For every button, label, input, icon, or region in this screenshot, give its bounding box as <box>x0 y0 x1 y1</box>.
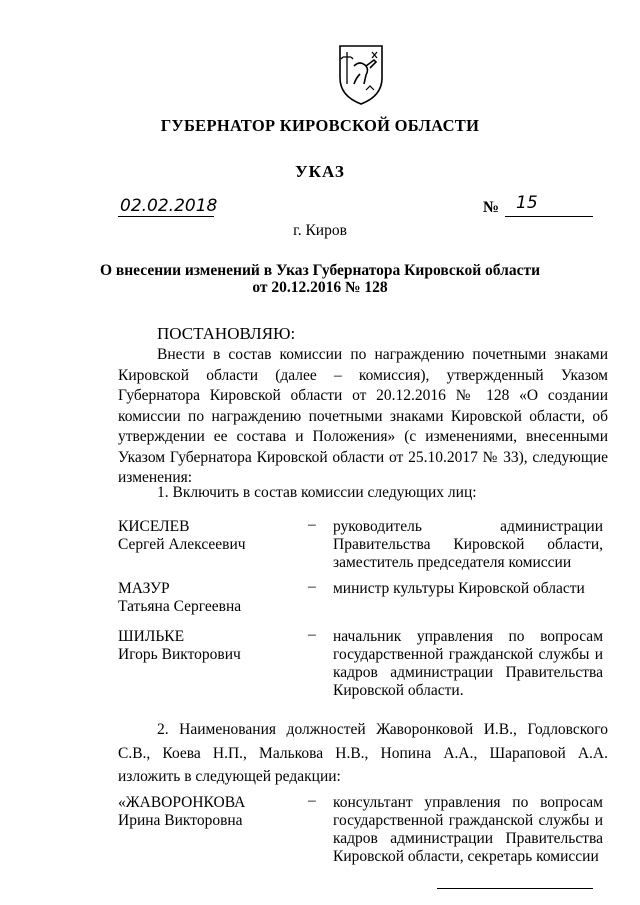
member-given-name: Татьяна Сергеевна <box>118 598 242 615</box>
member-dash: – <box>308 578 316 595</box>
member-role: начальник управления по вопросам государственной гражданской службы и кадров администрации Правительства Кировской области. <box>333 628 603 699</box>
member-surname: «ЖАВОРОНКОВА <box>118 794 246 811</box>
item-2: 2. Наименования должностей Жаворонковой И.В., Годловского С.В., Коева Н.П., Малькова Н.В., Нопина А.А., Шараповой А.А. изложить в следующей редакции: <box>118 721 608 785</box>
member-name <box>118 628 241 664</box>
member-dash: – <box>308 516 316 533</box>
footer-rule <box>437 888 593 889</box>
document-type: УКАЗ <box>295 162 345 181</box>
member-dash: – <box>308 792 316 809</box>
member-name <box>118 580 241 616</box>
document-date: 02.02.2018 <box>120 196 218 216</box>
document-number: 15 <box>516 193 538 213</box>
member-name <box>118 518 246 554</box>
city: г. Киров <box>293 222 347 239</box>
intro-paragraph: Внести в состав комиссии по награждению почетными знаками Кировской области (далее – комиссия), утвержденный Указом Губернатора Кировской области от 20.12.2016 № 128 «О создании комиссии по награждению почетными знаками Кировской области, об утверждении ее состава и Положения» (с изменениями, внесенными Указом Губернатора Кировской области от 25.10.2017 № 33), следующие изменения: <box>118 346 608 486</box>
member-role: консультант управления по вопросам государственной гражданской службы и кадров администрации Правительства Кировской области, секретарь комиссии <box>333 794 603 865</box>
coat-of-arms-icon <box>336 44 386 106</box>
member-dash: – <box>308 626 316 643</box>
subject-line-1: О внесении изменений в Указ Губернатора Кировской области <box>99 262 541 279</box>
member-surname: КИСЕЛЕВ <box>118 518 190 535</box>
member-surname: МАЗУР <box>118 580 170 597</box>
issuing-authority: ГУБЕРНАТОР КИРОВСКОЙ ОБЛАСТИ <box>160 116 480 135</box>
decree-heading: ПОСТАНОВЛЯЮ: <box>157 324 296 343</box>
item-1: 1. Включить в состав комиссии следующих лиц: <box>157 484 477 501</box>
member-surname: ШИЛЬКЕ <box>118 628 185 645</box>
member-role: министр культуры Кировской области <box>333 580 585 597</box>
date-underline <box>118 216 214 217</box>
number-underline <box>505 216 593 217</box>
member-given-name: Ирина Викторовна <box>118 812 243 829</box>
number-label: № <box>483 199 500 216</box>
member-role: руководитель администрации Правительства Кировской области, заместитель председателя комиссии <box>333 518 603 571</box>
member-name <box>118 794 245 830</box>
subject-line-2: от 20.12.2016 № 128 <box>252 279 388 296</box>
member-given-name: Сергей Алексеевич <box>118 536 246 553</box>
member-given-name: Игорь Викторович <box>118 646 241 663</box>
